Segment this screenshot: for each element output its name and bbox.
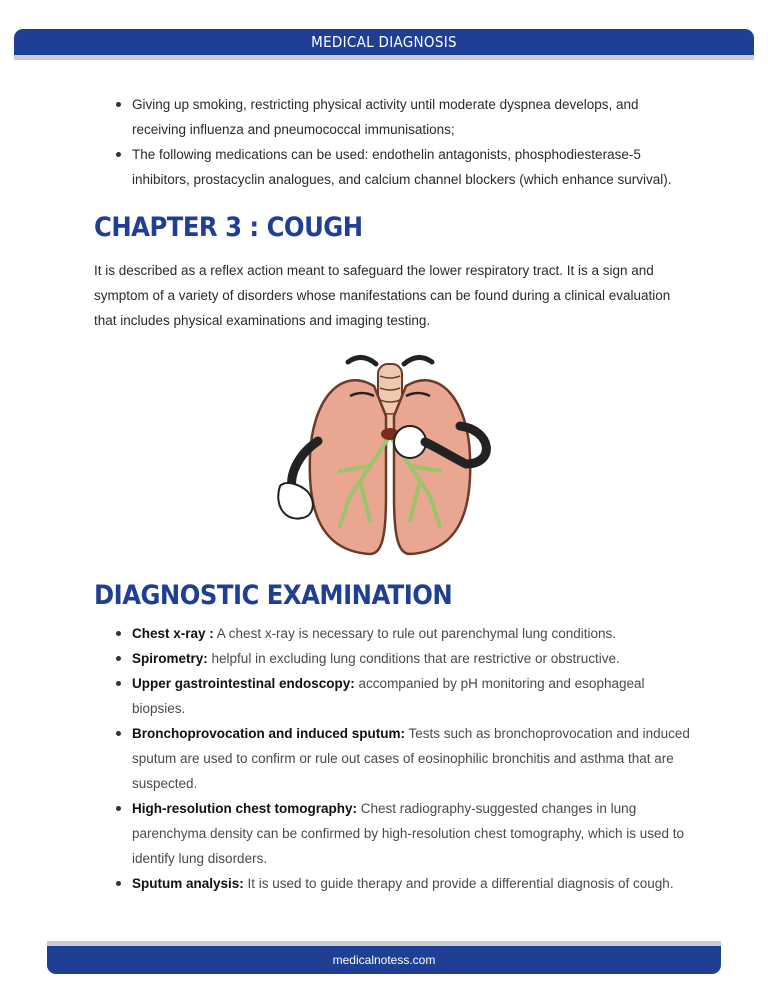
item-text: helpful in excluding lung conditions that are restrictive or obstructive.	[207, 651, 620, 666]
list-item	[94, 646, 694, 671]
list-item	[94, 721, 694, 796]
list-item	[94, 671, 694, 721]
list-item	[94, 796, 694, 871]
item-text: It is used to guide therapy and provide a differential diagnosis of cough.	[243, 876, 674, 891]
footer-site-link[interactable]: medicalnotess.com	[332, 953, 436, 967]
diagnostic-section-title: DIAGNOSTIC EXAMINATION	[94, 580, 453, 611]
item-text: A chest x-ray is necessary to rule out parenchymal lung conditions.	[213, 626, 616, 641]
item-term: Upper gastrointestinal endoscopy:	[132, 676, 355, 691]
page-header	[14, 29, 754, 55]
item-text: Tests such as bronchoprovocation and induced sputum are used to confirm or rule out cases of eosinophilic bronchitis and asthma that are suspected.	[132, 726, 690, 791]
page-footer	[47, 946, 721, 974]
coughing-lungs-cartoon-icon	[270, 346, 510, 562]
header-divider	[14, 55, 754, 60]
item-term: Sputum analysis:	[132, 876, 244, 891]
chapter-title: CHAPTER 3 : COUGH	[94, 212, 363, 243]
header-title: MEDICAL DIAGNOSIS	[311, 33, 457, 51]
chapter-paragraph: It is described as a reflex action meant to safeguard the lower respiratory tract. It is a sign and symptom of a variety of disorders whose manifestations can be found during a clinical evaluation that includes physical examinations and imaging testing.	[94, 263, 671, 328]
list-item	[94, 871, 694, 896]
list-item: The following medications can be used: endothelin antagonists, phosphodiesterase-5 inhibitors, prostacyclin analogues, and calcium channel blockers (which enhance survival).	[94, 142, 694, 192]
item-term: Spirometry:	[132, 651, 208, 666]
list-item: Giving up smoking, restricting physical activity until moderate dyspnea develops, and receiving influenza and pneumococcal immunisations;	[94, 92, 694, 142]
intro-bullet-list	[94, 92, 694, 192]
item-text: Chest radiography-suggested changes in lung parenchyma density can be confirmed by high-resolution chest tomography, which is used to identify lung disorders.	[132, 801, 685, 866]
item-term: Bronchoprovocation and induced sputum:	[132, 726, 405, 741]
list-item	[94, 621, 694, 646]
item-text: accompanied by pH monitoring and esophageal biopsies.	[132, 676, 645, 716]
diagnostic-list	[94, 621, 694, 896]
item-term: Chest x-ray :	[132, 626, 214, 641]
item-term: High-resolution chest tomography:	[132, 801, 358, 816]
